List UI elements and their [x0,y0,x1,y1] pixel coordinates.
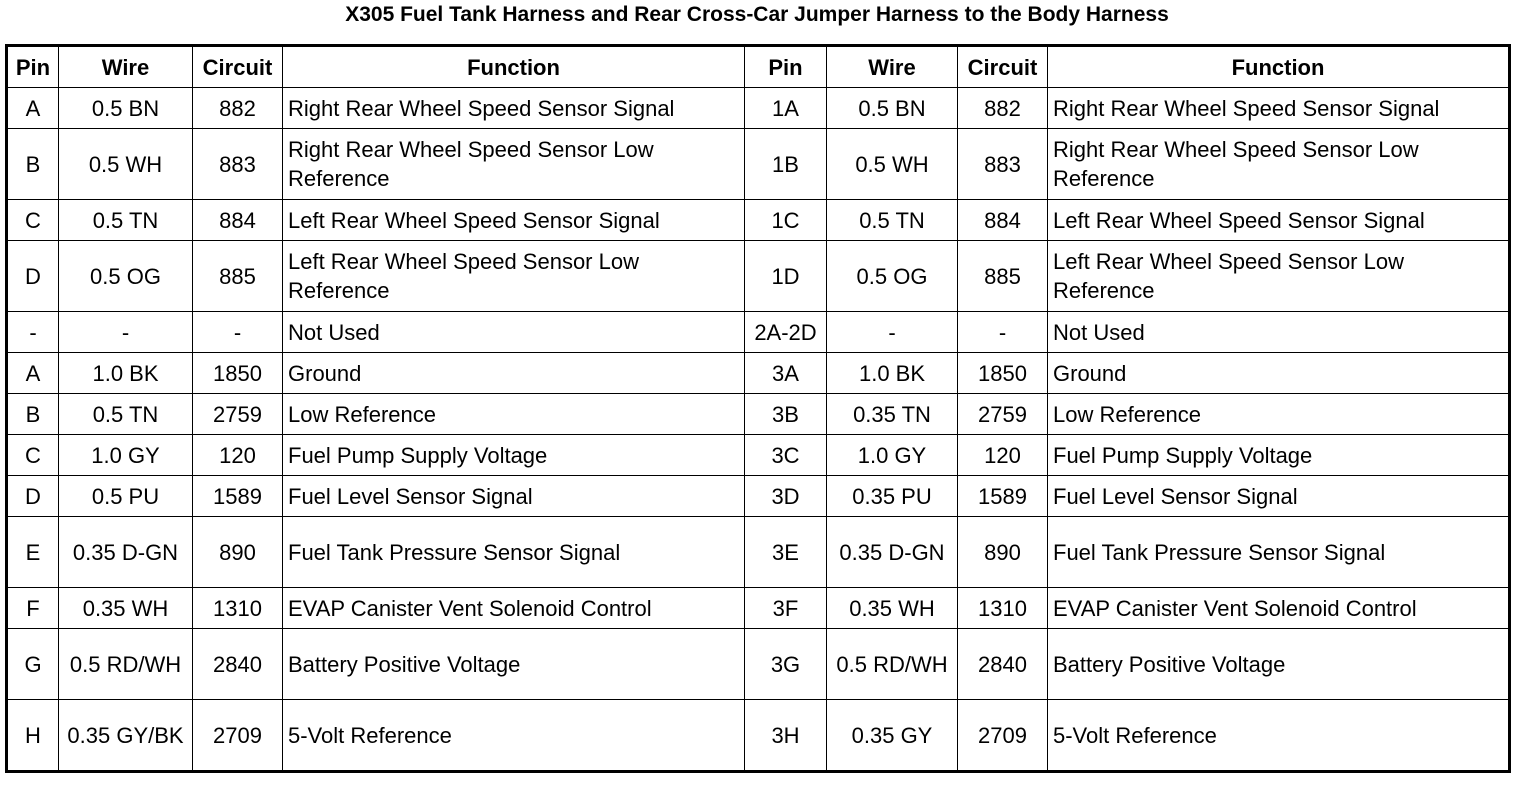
circuit-cell: 2759 [958,394,1048,435]
circuit-cell: 884 [958,200,1048,241]
table-row [7,88,1510,129]
wire-cell: 0.35 D-GN [827,517,958,588]
wire-cell: 0.35 D-GN [59,517,193,588]
wire-cell: 0.5 WH [827,129,958,200]
pin-cell: F [7,588,59,629]
function-cell: 5-Volt Reference [1048,700,1510,772]
pin-cell: - [7,312,59,353]
header-function: Function [283,46,745,88]
function-cell: Battery Positive Voltage [283,629,745,700]
function-cell: Right Rear Wheel Speed Sensor Low Reference [283,129,745,200]
connector-pinout-table [5,44,1511,773]
function-cell: Left Rear Wheel Speed Sensor Low Reference [283,241,745,312]
header-wire: Wire [827,46,958,88]
pin-cell: 1D [745,241,827,312]
pin-cell: A [7,353,59,394]
function-cell: Left Rear Wheel Speed Sensor Signal [283,200,745,241]
circuit-cell: 2840 [193,629,283,700]
function-cell: EVAP Canister Vent Solenoid Control [283,588,745,629]
table-row [7,700,1510,772]
function-cell: Fuel Tank Pressure Sensor Signal [283,517,745,588]
header-pin: Pin [745,46,827,88]
circuit-cell: 1589 [193,476,283,517]
wire-cell: 0.5 OG [827,241,958,312]
function-cell: Right Rear Wheel Speed Sensor Signal [283,88,745,129]
header-function: Function [1048,46,1510,88]
wire-cell: 1.0 BK [59,353,193,394]
circuit-cell: 2840 [958,629,1048,700]
function-cell: Low Reference [1048,394,1510,435]
wire-cell: - [59,312,193,353]
wire-cell: 0.35 GY [827,700,958,772]
header-pin: Pin [7,46,59,88]
circuit-cell: 2709 [958,700,1048,772]
table-row [7,588,1510,629]
function-cell: Ground [283,353,745,394]
circuit-cell: 883 [193,129,283,200]
function-cell: Right Rear Wheel Speed Sensor Low Reference [1048,129,1510,200]
header-circuit: Circuit [193,46,283,88]
pin-cell: 3A [745,353,827,394]
wire-cell: 0.35 WH [59,588,193,629]
pin-cell: C [7,435,59,476]
function-cell: Fuel Pump Supply Voltage [283,435,745,476]
pin-cell: B [7,394,59,435]
pin-cell: H [7,700,59,772]
pin-cell: A [7,88,59,129]
circuit-cell: 1310 [193,588,283,629]
wire-cell: 0.5 TN [59,394,193,435]
wire-cell: 1.0 BK [827,353,958,394]
wire-cell: - [827,312,958,353]
circuit-cell: 884 [193,200,283,241]
function-cell: Fuel Level Sensor Signal [283,476,745,517]
table-row [7,517,1510,588]
table-row [7,129,1510,200]
circuit-cell: 885 [958,241,1048,312]
table-row [7,476,1510,517]
pin-cell: 1A [745,88,827,129]
circuit-cell: 890 [958,517,1048,588]
pin-cell: D [7,241,59,312]
circuit-cell: - [958,312,1048,353]
function-cell: EVAP Canister Vent Solenoid Control [1048,588,1510,629]
circuit-cell: 120 [958,435,1048,476]
pin-cell: 2A-2D [745,312,827,353]
pin-cell: E [7,517,59,588]
wire-cell: 0.5 TN [827,200,958,241]
table-row [7,312,1510,353]
function-cell: Not Used [1048,312,1510,353]
function-cell: Right Rear Wheel Speed Sensor Signal [1048,88,1510,129]
wire-cell: 0.5 BN [59,88,193,129]
wire-cell: 1.0 GY [59,435,193,476]
circuit-cell: 2709 [193,700,283,772]
pin-cell: 3E [745,517,827,588]
wire-cell: 0.5 WH [59,129,193,200]
wire-cell: 0.35 TN [827,394,958,435]
circuit-cell: 883 [958,129,1048,200]
pin-cell: D [7,476,59,517]
pin-cell: C [7,200,59,241]
wire-cell: 0.35 WH [827,588,958,629]
wire-cell: 0.5 RD/WH [59,629,193,700]
function-cell: Not Used [283,312,745,353]
wire-cell: 1.0 GY [827,435,958,476]
pin-cell: 3C [745,435,827,476]
circuit-cell: 1850 [193,353,283,394]
document-title: X305 Fuel Tank Harness and Rear Cross-Car Jumper Harness to the Body Harness [345,3,1169,26]
function-cell: Left Rear Wheel Speed Sensor Low Reference [1048,241,1510,312]
pin-cell: 3H [745,700,827,772]
pin-cell: 3F [745,588,827,629]
circuit-cell: 890 [193,517,283,588]
wire-cell: 0.5 RD/WH [827,629,958,700]
function-cell: Low Reference [283,394,745,435]
function-cell: Fuel Pump Supply Voltage [1048,435,1510,476]
table-row [7,241,1510,312]
function-cell: 5-Volt Reference [283,700,745,772]
pin-cell: B [7,129,59,200]
table-row [7,353,1510,394]
function-cell: Fuel Level Sensor Signal [1048,476,1510,517]
wire-cell: 0.5 OG [59,241,193,312]
header-circuit: Circuit [958,46,1048,88]
circuit-cell: 1589 [958,476,1048,517]
pin-cell: 3G [745,629,827,700]
wire-cell: 0.5 BN [827,88,958,129]
table-row [7,435,1510,476]
circuit-cell: 120 [193,435,283,476]
table-row [7,394,1510,435]
pin-cell: 1C [745,200,827,241]
header-wire: Wire [59,46,193,88]
circuit-cell: - [193,312,283,353]
table-row [7,629,1510,700]
circuit-cell: 1850 [958,353,1048,394]
table-row [7,200,1510,241]
function-cell: Battery Positive Voltage [1048,629,1510,700]
wire-cell: 0.5 PU [59,476,193,517]
circuit-cell: 882 [958,88,1048,129]
circuit-cell: 1310 [958,588,1048,629]
header-row [7,46,1510,88]
circuit-cell: 2759 [193,394,283,435]
circuit-cell: 885 [193,241,283,312]
function-cell: Left Rear Wheel Speed Sensor Signal [1048,200,1510,241]
pin-cell: 3B [745,394,827,435]
wire-cell: 0.35 GY/BK [59,700,193,772]
function-cell: Fuel Tank Pressure Sensor Signal [1048,517,1510,588]
function-cell: Ground [1048,353,1510,394]
pin-cell: 1B [745,129,827,200]
wire-cell: 0.35 PU [827,476,958,517]
wire-cell: 0.5 TN [59,200,193,241]
pin-cell: G [7,629,59,700]
circuit-cell: 882 [193,88,283,129]
pin-cell: 3D [745,476,827,517]
